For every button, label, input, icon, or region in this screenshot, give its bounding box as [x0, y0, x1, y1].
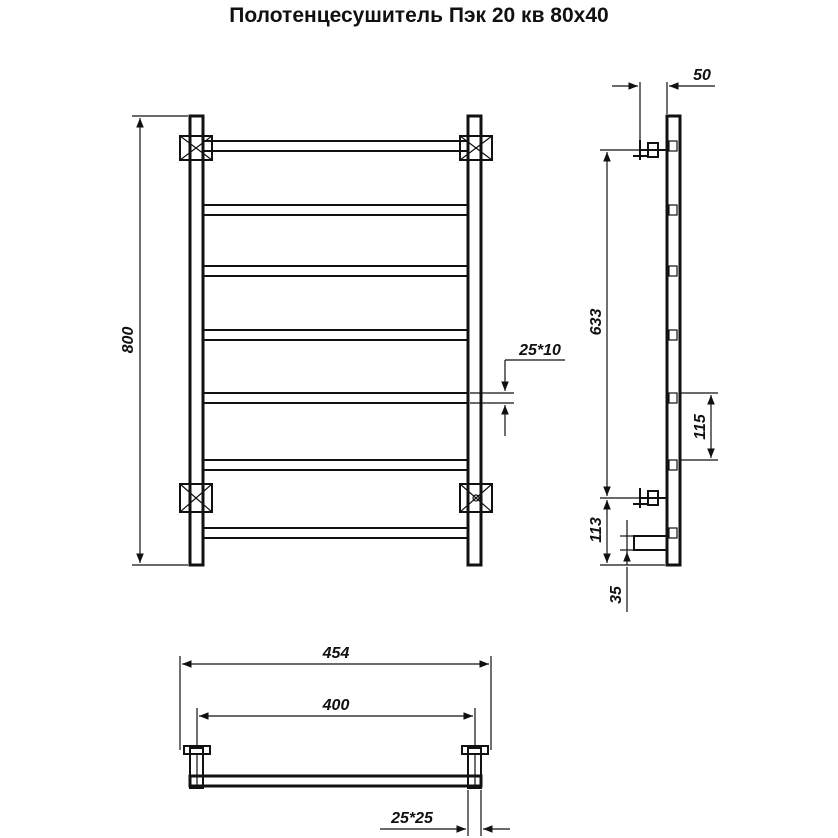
bar-2 [203, 205, 468, 215]
dimension-bar-section [470, 342, 565, 436]
dimension-inner-width [197, 697, 475, 746]
dimension-depth [612, 67, 715, 140]
dimension-center-distance-label: 633 [588, 308, 605, 336]
dimension-total-width-label: 454 [322, 645, 350, 662]
bracket-top-right [460, 136, 492, 160]
dimension-bottom-offset-label: 113 [588, 517, 605, 543]
bracket-bottom-left [180, 484, 212, 512]
dimension-center-distance [588, 150, 640, 498]
bar-3 [203, 266, 468, 276]
dimension-post-section [380, 790, 510, 836]
top-post-left [184, 746, 210, 788]
dimension-step [680, 393, 718, 460]
bracket-top-left [180, 136, 212, 160]
drawing-title: Полотенцесушитель Пэк 20 кв 80x40 [229, 4, 609, 27]
bar-6 [203, 460, 468, 470]
side-connection [627, 520, 667, 560]
dimension-post-section-label: 25*25 [391, 810, 433, 827]
top-bar [190, 776, 481, 786]
dimension-connection-offset-label: 35 [608, 586, 625, 604]
dimension-height [120, 116, 188, 565]
side-view [588, 67, 718, 612]
bar-4 [203, 330, 468, 340]
front-view [120, 116, 565, 565]
dimension-bar-section-label: 25*10 [519, 342, 561, 359]
dimension-inner-width-label: 400 [322, 697, 350, 714]
top-post-right [462, 746, 488, 788]
side-bar-stubs [669, 141, 677, 538]
dimension-connection-offset [608, 536, 634, 612]
dimension-depth-label: 50 [693, 67, 711, 84]
bracket-bottom-right [460, 484, 492, 512]
bar-1 [203, 141, 468, 151]
dimension-height-label: 800 [120, 326, 137, 354]
bar-7 [203, 528, 468, 538]
horizontal-bars [203, 141, 468, 538]
top-view [180, 645, 510, 836]
dimension-step-label: 115 [692, 414, 709, 440]
bar-5 [203, 393, 468, 403]
